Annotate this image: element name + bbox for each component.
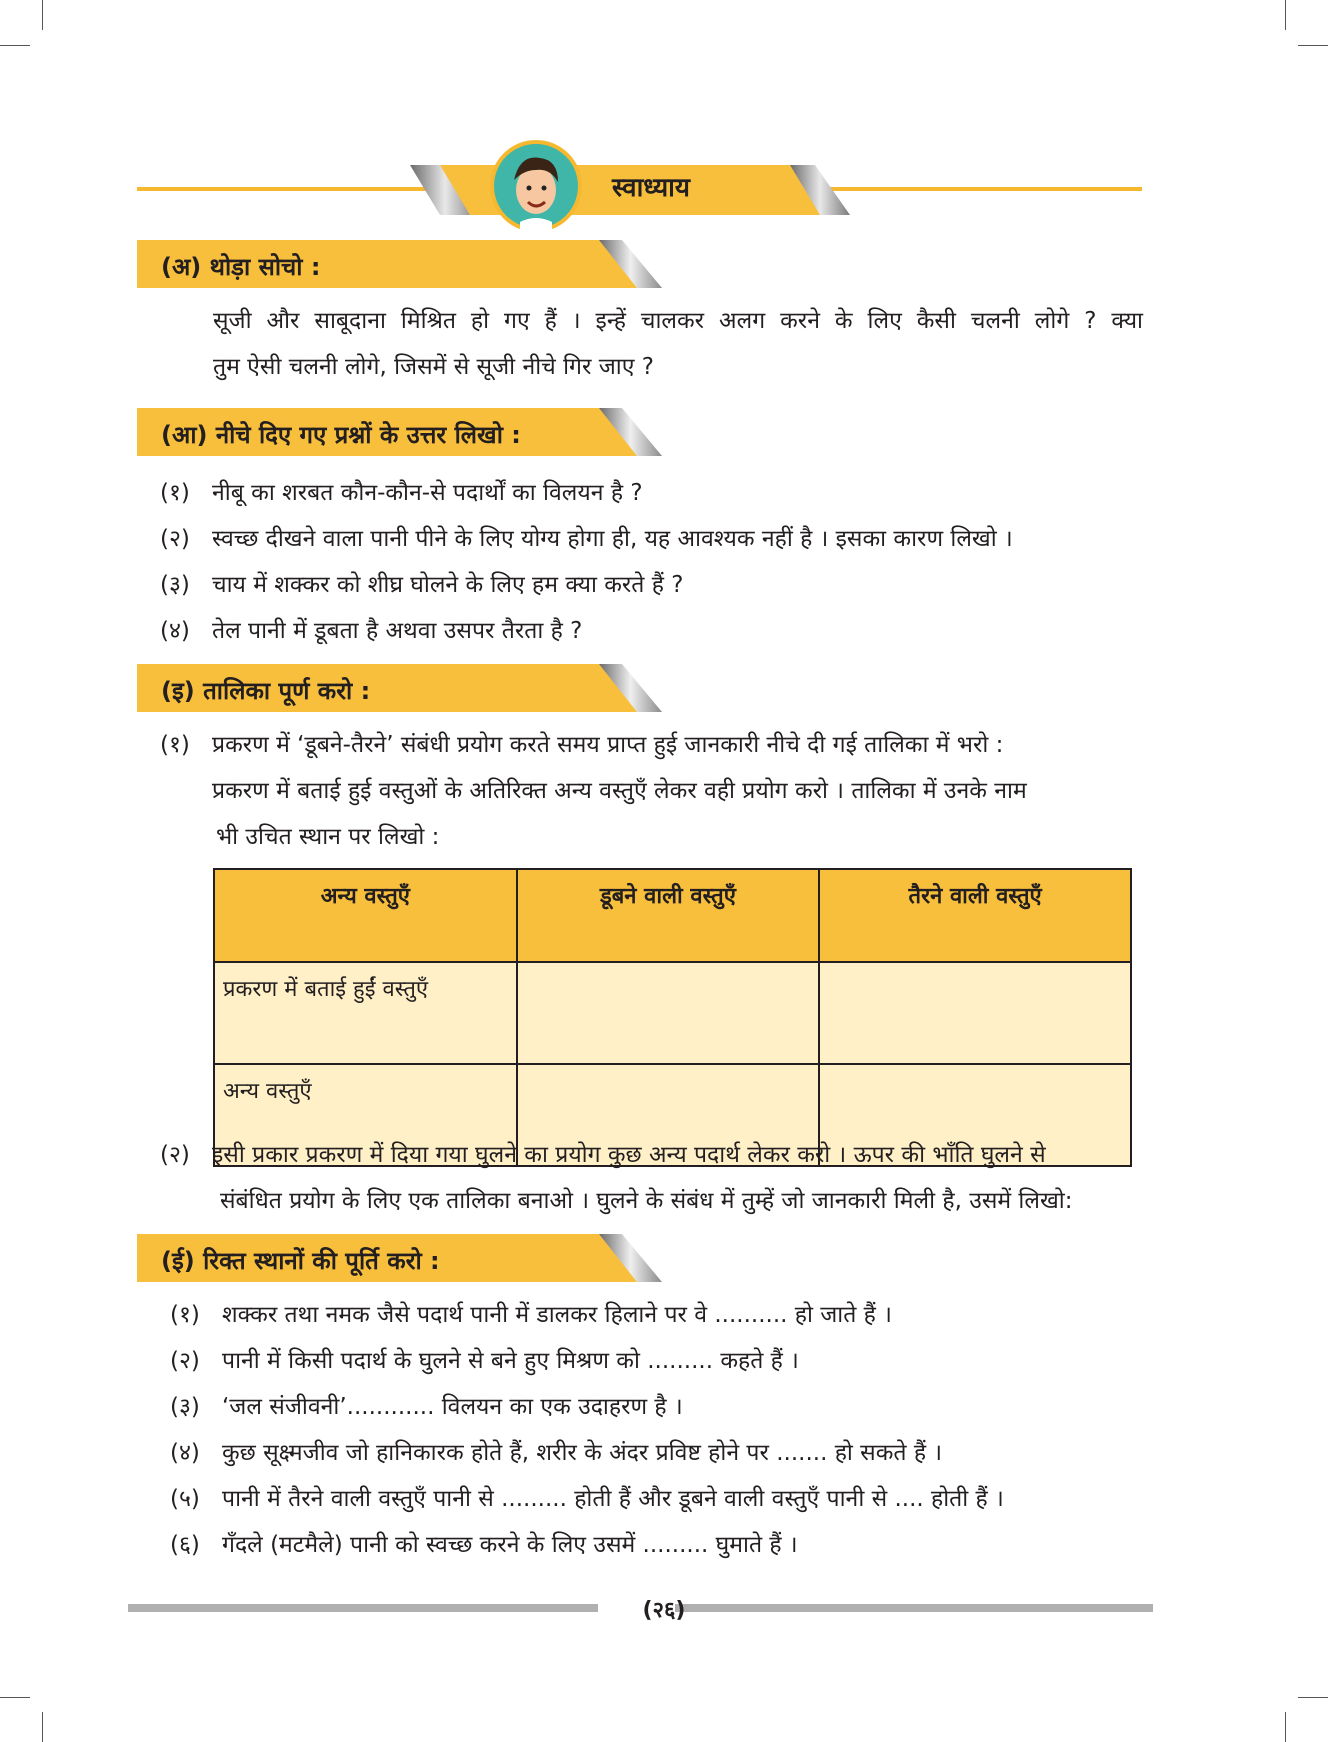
item-number: (४): [170, 1440, 200, 1466]
page-number: (२६): [642, 1598, 686, 1623]
objects-table: [213, 868, 1132, 1167]
list-item: [170, 1430, 1004, 1476]
paragraph-line: संबंधित प्रयोग के लिए एक तालिका बनाओ । घुलने के संबंध में तुम्हें जो जानकारी मिली है, उसमें लिखो:: [220, 1188, 1073, 1214]
crop-mark: [1298, 1697, 1328, 1698]
column-header: डूबने वाली वस्तुएँ: [517, 869, 820, 962]
crop-mark: [42, 1712, 43, 1742]
column-header: अन्य वस्तुएँ: [214, 869, 517, 962]
item-number: (५): [170, 1486, 200, 1512]
blank-sentence: पानी में किसी पदार्थ के घुलने से बने हुए मिश्रण को ......... कहते हैं ।: [222, 1348, 799, 1374]
item-number: (१): [160, 480, 190, 506]
list-item: [160, 608, 1013, 654]
list-item: [170, 1476, 1004, 1522]
table-header-row: [214, 869, 1131, 962]
table-cell-blank[interactable]: [819, 962, 1131, 1064]
paragraph-line: [160, 722, 1145, 768]
page-title: स्वाध्याय: [612, 173, 690, 203]
question-text: नीबू का शरबत कौन-कौन-से पदार्थों का विलयन है ?: [212, 480, 643, 506]
item-number: (१): [160, 732, 190, 758]
crop-mark: [0, 45, 30, 46]
fill-blanks-list: [170, 1292, 1004, 1568]
crop-mark: [1285, 0, 1286, 30]
list-item: [170, 1522, 1004, 1568]
crop-mark: [1285, 1712, 1286, 1742]
section-heading-ii: [137, 1234, 667, 1282]
question-list: [160, 470, 1013, 654]
item-number: (२): [170, 1348, 200, 1374]
column-header: तैरने वाली वस्तुएँ: [819, 869, 1131, 962]
page-header: [0, 140, 1328, 240]
blank-sentence: पानी में तैरने वाली वस्तुएँ पानी से ......... होती हैं और डूबने वाली वस्तुएँ पानी से .... होती हैं ।: [222, 1486, 1004, 1512]
crop-mark: [42, 0, 43, 30]
blank-sentence: शक्कर तथा नमक जैसे पदार्थ पानी में डालकर हिलाने पर वे .......... हो जाते हैं ।: [222, 1302, 892, 1328]
blank-sentence: कुछ सूक्ष्मजीव जो हानिकारक होते हैं, शरीर के अंदर प्रविष्ट होने पर ....... हो सकते हैं ।: [222, 1440, 943, 1466]
item-number: (३): [160, 572, 190, 598]
dissolving-instructions: [160, 1132, 1145, 1224]
paragraph-line: [160, 1132, 1145, 1178]
list-item: [170, 1338, 1004, 1384]
item-number: (६): [170, 1532, 200, 1558]
section-title: (अ) थोड़ा सोचो :: [161, 253, 321, 281]
list-item: [170, 1292, 1004, 1338]
item-number: (४): [160, 618, 190, 644]
section-title: (इ) तालिका पूर्ण करो :: [161, 677, 371, 705]
table-row: [214, 962, 1131, 1064]
crop-mark: [1298, 45, 1328, 46]
question-text: चाय में शक्कर को शीघ्र घोलने के लिए हम क्या करते हैं ?: [212, 572, 684, 598]
list-item: [160, 470, 1013, 516]
blank-sentence: ‘जल संजीवनी’............ विलयन का एक उदाहरण है ।: [222, 1394, 683, 1420]
item-number: (३): [170, 1394, 200, 1420]
table-cell: प्रकरण में बताई हुईं वस्तुएँ: [214, 962, 517, 1064]
paragraph-line: प्रकरण में बताई हुई वस्तुओं के अतिरिक्त अन्य वस्तुएँ लेकर वही प्रयोग करो । तालिका में उनके नाम: [212, 778, 1027, 804]
list-item: [160, 562, 1013, 608]
item-number: (२): [160, 526, 190, 552]
question-text: तेल पानी में डूबता है अथवा उसपर तैरता है ?: [212, 618, 583, 644]
item-number: (२): [160, 1142, 190, 1168]
section-heading-i: [137, 664, 667, 712]
instruction-text: इसी प्रकार प्रकरण में दिया गया घुलने का प्रयोग कुछ अन्य पदार्थ लेकर करो । ऊपर की भाँति घुलने से: [212, 1142, 1046, 1168]
question-text: स्वच्छ दीखने वाला पानी पीने के लिए योग्य होगा ही, यह आवश्यक नहीं है । इसका कारण लिखो ।: [212, 526, 1013, 552]
crop-mark: [0, 1697, 30, 1698]
section-title: (आ) नीचे दिए गए प्रश्नों के उत्तर लिखो :: [161, 421, 521, 449]
page-footer: [0, 1590, 1328, 1630]
table-cell-blank[interactable]: [517, 962, 820, 1064]
item-number: (१): [170, 1302, 200, 1328]
paragraph-line: सूजी और साबूदाना मिश्रित हो गए हैं । इन्हें चालकर अलग करने के लिए कैसी चलनी लोगे ? क्या: [213, 308, 1143, 334]
think-paragraph: [213, 298, 1143, 390]
paragraph-line: तुम ऐसी चलनी लोगे, जिसमें से सूजी नीचे गिर जाए ?: [213, 354, 654, 380]
table-cell: अन्य वस्तुएँ: [214, 1064, 517, 1166]
section-title: (ई) रिक्त स्थानों की पूर्ति करो :: [161, 1247, 440, 1275]
section-heading-aa: [137, 408, 667, 456]
blank-sentence: गँदले (मटमैले) पानी को स्वच्छ करने के लिए उसमें ......... घुमाते हैं ।: [222, 1532, 798, 1558]
table-instructions: [160, 722, 1145, 860]
student-face-icon: [490, 140, 582, 232]
list-item: [160, 516, 1013, 562]
instruction-text: प्रकरण में ‘डूबने-तैरने’ संबंधी प्रयोग करते समय प्राप्त हुई जानकारी नीचे दी गई तालिका में भरो :: [212, 732, 1004, 758]
paragraph-line: भी उचित स्थान पर लिखो :: [216, 824, 440, 850]
list-item: [170, 1384, 1004, 1430]
section-heading-a: [137, 240, 667, 288]
